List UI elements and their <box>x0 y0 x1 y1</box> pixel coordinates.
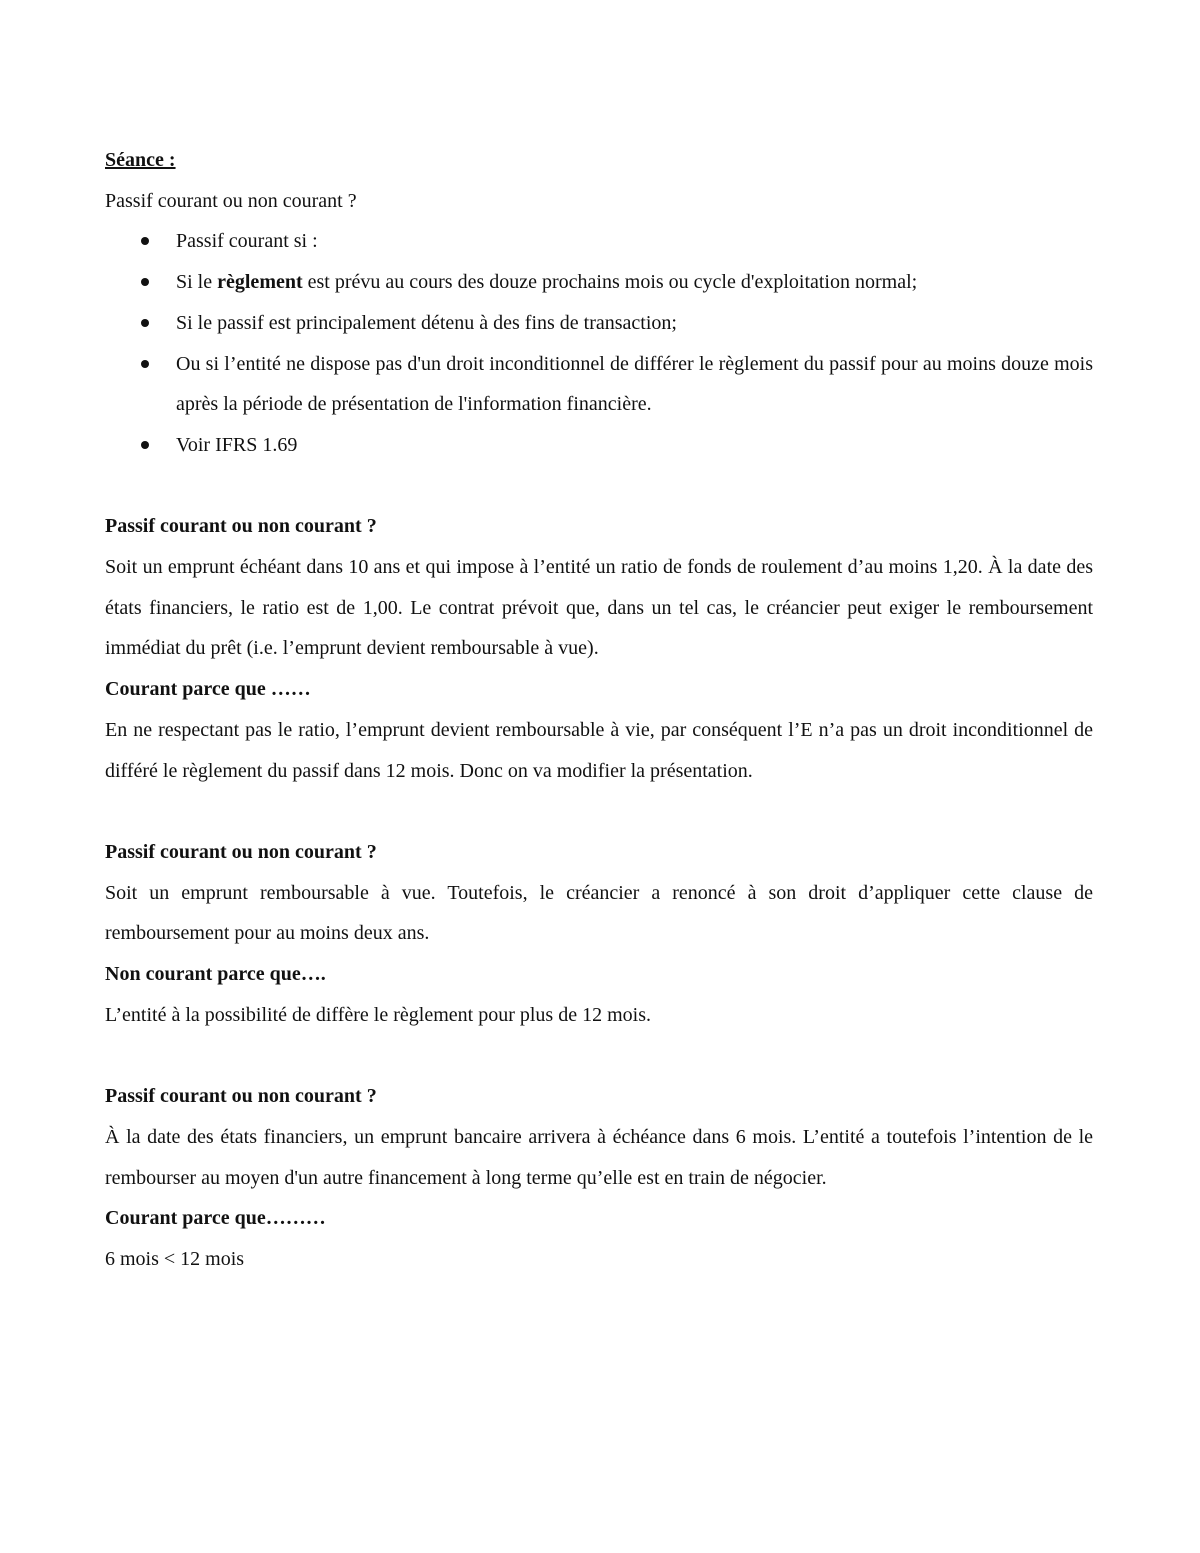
case-question: Passif courant ou non courant ? <box>105 1085 377 1108</box>
bullet-icon <box>141 237 149 245</box>
bullet-icon <box>141 441 149 449</box>
bullet-icon <box>141 360 149 368</box>
intro-question: Passif courant ou non courant ? <box>105 189 357 212</box>
document-page <box>105 140 1093 1280</box>
case-explanation: 6 mois < 12 mois <box>105 1247 245 1270</box>
case-question: Passif courant ou non courant ? <box>105 515 377 538</box>
case-answer: Courant parce que …… <box>105 678 311 701</box>
list-item: Si le passif est principalement détenu à des fins de transaction; <box>105 303 1093 344</box>
case-explanation: L’entité à la possibilité de diffère le règlement pour plus de 12 mois. <box>105 1003 651 1026</box>
case-statement: Soit un emprunt échéant dans 10 ans et qui impose à l’entité un ratio de fonds de roulement d’au moins 1,20. À la date des états financiers, le ratio est de 1,00. Le contrat prévoit que, dans un tel cas, le créancier peut exiger le remboursement immédiat du prêt (i.e. l’emprunt devient remboursable à vue). <box>105 556 1093 660</box>
case-block <box>105 1076 1093 1280</box>
list-item: Passif courant si : <box>105 221 1093 262</box>
case-answer: Courant parce que……… <box>105 1207 326 1230</box>
list-item: Ou si l’entité ne dispose pas d'un droit inconditionnel de différer le règlement du passif pour au moins douze mois après la période de présentation de l'information financière. <box>105 344 1093 425</box>
criteria-list <box>105 221 1093 465</box>
case-statement: À la date des états financiers, un emprunt bancaire arrivera à échéance dans 6 mois. L’entité a toutefois l’intention de le rembourser au moyen d'un autre financement à long terme qu’elle est en train de négocier. <box>105 1125 1093 1189</box>
case-block <box>105 832 1093 1036</box>
case-explanation: En ne respectant pas le ratio, l’emprunt devient remboursable à vie, par conséquent l’E n’a pas un droit inconditionnel de différé le règlement du passif dans 12 mois. Donc on va modifier la présentation. <box>105 718 1093 782</box>
list-item: Si le règlement est prévu au cours des douze prochains mois ou cycle d'exploitation normal; <box>105 262 1093 303</box>
case-question: Passif courant ou non courant ? <box>105 840 377 863</box>
list-item: Voir IFRS 1.69 <box>105 425 1093 466</box>
case-block <box>105 506 1093 791</box>
bullet-icon <box>141 319 149 327</box>
bullet-icon <box>141 278 149 286</box>
session-title: Séance : <box>105 149 176 171</box>
case-answer: Non courant parce que…. <box>105 963 326 986</box>
case-statement: Soit un emprunt remboursable à vue. Toutefois, le créancier a renoncé à son droit d’appliquer cette clause de remboursement pour au moins deux ans. <box>105 881 1093 945</box>
emphasis-term: règlement <box>217 271 303 294</box>
